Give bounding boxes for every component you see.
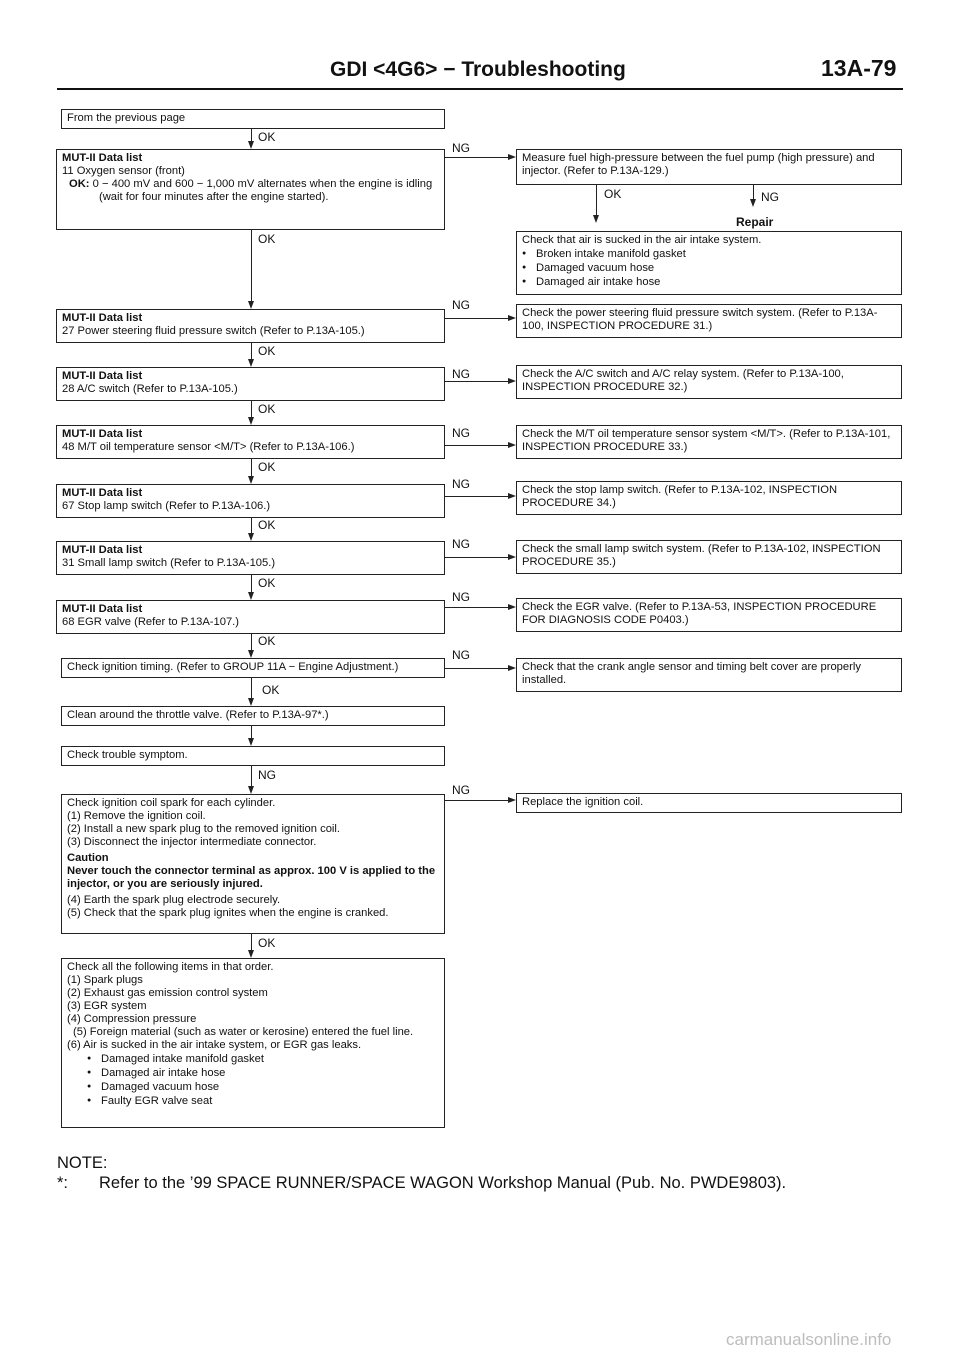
final-bullet-1: ● Damaged intake manifold gasket — [67, 1052, 439, 1066]
right-arrow — [508, 604, 516, 610]
ps-switch-system-box — [516, 304, 902, 338]
ng-label: NG — [452, 367, 470, 381]
down-arrow — [593, 215, 599, 223]
connector-line — [753, 185, 754, 199]
connector-line — [251, 575, 252, 592]
ng-label: NG — [452, 648, 470, 662]
ok-label: OK — [258, 460, 276, 474]
connector-line — [251, 934, 252, 950]
mt-oil-temp-system-text: Check the M/T oil temperature sensor system <M/T>. (Refer to P.13A-101, INSPECTION PROCEDURE 33.) — [522, 428, 891, 453]
note-asterisk: *: — [57, 1174, 69, 1192]
ac-switch-check-box — [56, 367, 445, 401]
down-arrow — [248, 301, 254, 309]
coil-step-2: (2) Install a new spark plug to the removed ignition coil. — [67, 823, 340, 835]
down-arrow — [248, 786, 254, 794]
ng-label: NG — [452, 783, 470, 797]
watermark: carmanualsonline.info — [726, 1330, 892, 1349]
mt-oil-temp-item: 48 M/T oil temperature sensor <M/T> (Refer to P.13A-106.) — [62, 441, 355, 453]
connector-line — [251, 459, 252, 476]
ok-label: OK — [258, 518, 276, 532]
mt-oil-temp-check-box — [56, 425, 445, 459]
ok-label: OK — [262, 683, 280, 697]
coil-step-intro: Check ignition coil spark for each cylinder. — [67, 797, 276, 809]
ng-connector — [445, 668, 508, 669]
ng-label: NG — [452, 426, 470, 440]
oxygen-sensor-item: 11 Oxygen sensor (front) — [62, 165, 185, 177]
caution-warning: Never touch the connector terminal as approx. 100 V is applied to the injector, or you are seriously injured. — [67, 865, 436, 890]
repair-label: Repair — [736, 215, 774, 229]
fuel-pressure-text: Measure fuel high-pressure between the fuel pump (high pressure) and injector. (Refer to P.13A-129.) — [522, 152, 875, 177]
right-arrow — [508, 378, 516, 384]
ng-label: NG — [452, 537, 470, 551]
ng-label: NG — [258, 768, 276, 782]
ignition-coil-check-box — [61, 794, 445, 934]
ok-label: OK — [258, 232, 276, 246]
down-arrow — [248, 950, 254, 958]
down-arrow — [248, 476, 254, 484]
right-arrow — [508, 442, 516, 448]
crank-sensor-text: Check that the crank angle sensor and timing belt cover are properly installed. — [522, 661, 861, 686]
connector-line — [251, 343, 252, 359]
previous-page-text: From the previous page — [67, 112, 186, 124]
data-list-heading: MUT-II Data list — [62, 603, 143, 615]
right-arrow — [508, 665, 516, 671]
down-arrow — [248, 141, 254, 149]
connector-line — [251, 230, 252, 301]
final-item-5: (5) Foreign material (such as water or kerosine) entered the fuel line. — [73, 1026, 414, 1038]
previous-page-box — [61, 109, 445, 129]
final-bullet-2: ● Damaged air intake hose — [67, 1066, 439, 1080]
down-arrow — [248, 738, 254, 746]
throttle-valve-box — [61, 706, 445, 726]
small-lamp-system-text: Check the small lamp switch system. (Refer to P.13A-102, INSPECTION PROCEDURE 35.) — [522, 543, 881, 568]
ng-connector — [445, 445, 508, 446]
stop-lamp-system-box — [516, 481, 902, 515]
data-list-heading: MUT-II Data list — [62, 312, 143, 324]
ng-connector — [445, 607, 508, 608]
down-arrow — [248, 698, 254, 706]
ng-label: NG — [761, 190, 779, 204]
small-lamp-system-box — [516, 540, 902, 574]
final-item-2: (2) Exhaust gas emission control system — [67, 987, 268, 999]
right-arrow — [508, 493, 516, 499]
down-arrow — [248, 592, 254, 600]
data-list-heading: MUT-II Data list — [62, 544, 143, 556]
ng-label: NG — [452, 477, 470, 491]
connector-line — [251, 678, 252, 698]
egr-valve-system-box — [516, 598, 902, 632]
coil-step-5: (5) Check that the spark plug ignites when the engine is cranked. — [67, 907, 389, 919]
small-lamp-item: 31 Small lamp switch (Refer to P.13A-105.) — [62, 557, 276, 569]
air-intake-bullet-3: ● Damaged air intake hose — [522, 275, 896, 289]
ok-label: OK — [604, 187, 622, 201]
replace-coil-text: Replace the ignition coil. — [522, 796, 644, 808]
note-text: Refer to the ’99 SPACE RUNNER/SPACE WAGON Workshop Manual (Pub. No. PWDE9803). — [99, 1174, 787, 1192]
data-list-heading: MUT-II Data list — [62, 370, 143, 382]
ng-label: NG — [452, 590, 470, 604]
air-intake-bullet-2: ● Damaged vacuum hose — [522, 261, 896, 275]
ng-label: NG — [452, 298, 470, 312]
down-arrow — [248, 533, 254, 541]
ps-switch-system-text: Check the power steering fluid pressure switch system. (Refer to P.13A-100, INSPECTION PROCEDURE 31.) — [522, 307, 878, 332]
ok-label: OK — [258, 936, 276, 950]
note-heading: NOTE: — [57, 1154, 108, 1172]
page-number: 13A-79 — [821, 55, 897, 81]
right-arrow — [508, 315, 516, 321]
ng-connector — [445, 800, 508, 801]
mt-oil-temp-system-box — [516, 425, 902, 459]
ok-label: OK — [258, 130, 276, 144]
ng-connector — [445, 496, 508, 497]
data-list-heading: MUT-II Data list — [62, 428, 143, 440]
trouble-symptom-text: Check trouble symptom. — [67, 749, 188, 761]
connector-line — [251, 129, 252, 141]
final-check-box — [61, 958, 445, 1128]
stop-lamp-item: 67 Stop lamp switch (Refer to P.13A-106.) — [62, 500, 271, 512]
ignition-timing-text: Check ignition timing. (Refer to GROUP 11A − Engine Adjustment.) — [67, 661, 399, 673]
stop-lamp-system-text: Check the stop lamp switch. (Refer to P.13A-102, INSPECTION PROCEDURE 34.) — [522, 484, 838, 509]
connector-line — [251, 726, 252, 738]
connector-line — [251, 766, 252, 786]
data-list-heading: MUT-II Data list — [62, 487, 143, 499]
trouble-symptom-box — [61, 746, 445, 766]
egr-valve-item: 68 EGR valve (Refer to P.13A-107.) — [62, 616, 240, 628]
final-intro: Check all the following items in that order. — [67, 961, 274, 973]
throttle-valve-text: Clean around the throttle valve. (Refer to P.13A-97*.) — [67, 709, 329, 721]
coil-step-4: (4) Earth the spark plug electrode securely. — [67, 894, 281, 906]
ok-label: OK — [258, 344, 276, 358]
right-arrow — [508, 154, 516, 160]
data-list-heading: MUT-II Data list — [62, 152, 143, 164]
ac-relay-system-text: Check the A/C switch and A/C relay system. (Refer to P.13A-100, INSPECTION PROCEDURE 32.) — [522, 368, 844, 393]
ng-connector — [445, 381, 508, 382]
final-item-6: (6) Air is sucked in the air intake system, or EGR gas leaks. — [67, 1039, 362, 1051]
final-item-1: (1) Spark plugs — [67, 974, 143, 986]
ng-label: NG — [452, 141, 470, 155]
down-arrow — [750, 199, 756, 207]
ok-criteria-label: OK: — [69, 178, 90, 190]
coil-step-1: (1) Remove the ignition coil. — [67, 810, 206, 822]
air-intake-box — [516, 231, 902, 295]
oxygen-sensor-check-box — [56, 149, 445, 230]
ok-label: OK — [258, 634, 276, 648]
crank-sensor-box — [516, 658, 902, 692]
air-intake-intro: Check that air is sucked in the air intake system. — [522, 234, 762, 246]
down-arrow — [248, 417, 254, 425]
final-item-3: (3) EGR system — [67, 1000, 147, 1012]
right-arrow — [508, 554, 516, 560]
header-rule — [57, 88, 903, 90]
ac-switch-item: 28 A/C switch (Refer to P.13A-105.) — [62, 383, 238, 395]
ng-connector — [445, 157, 508, 158]
fuel-pressure-box — [516, 149, 902, 185]
small-lamp-check-box — [56, 541, 445, 575]
ng-connector — [445, 318, 508, 319]
ok-label: OK — [258, 576, 276, 590]
stop-lamp-check-box — [56, 484, 445, 518]
final-bullet-3: ● Damaged vacuum hose — [67, 1080, 439, 1094]
ng-connector — [445, 557, 508, 558]
page-title: GDI <4G6> − Troubleshooting — [330, 58, 626, 81]
power-steering-item: 27 Power steering fluid pressure switch (Refer to P.13A-105.) — [62, 325, 365, 337]
connector-line — [251, 634, 252, 650]
connector-line — [251, 401, 252, 417]
down-arrow — [248, 359, 254, 367]
coil-step-3: (3) Disconnect the injector intermediate connector. — [67, 836, 317, 848]
egr-valve-check-box — [56, 600, 445, 634]
right-arrow — [508, 797, 516, 803]
replace-coil-box — [516, 793, 902, 813]
connector-line — [251, 518, 252, 533]
caution-heading: Caution — [67, 852, 109, 864]
down-arrow — [248, 650, 254, 658]
ok-criteria-text: 0 − 400 mV and 600 − 1,000 mV alternates when the engine is idling (wait for four minutes after the engine started). — [92, 178, 433, 203]
ac-relay-system-box — [516, 365, 902, 399]
final-item-4: (4) Compression pressure — [67, 1013, 197, 1025]
air-intake-bullet-1: ● Broken intake manifold gasket — [522, 247, 896, 261]
connector-line — [596, 185, 597, 215]
final-bullet-4: ● Faulty EGR valve seat — [67, 1094, 439, 1108]
egr-valve-system-text: Check the EGR valve. (Refer to P.13A-53, INSPECTION PROCEDURE FOR DIAGNOSIS CODE P0403.) — [522, 601, 877, 626]
power-steering-check-box — [56, 309, 445, 343]
ok-label: OK — [258, 402, 276, 416]
ignition-timing-box — [61, 658, 445, 678]
